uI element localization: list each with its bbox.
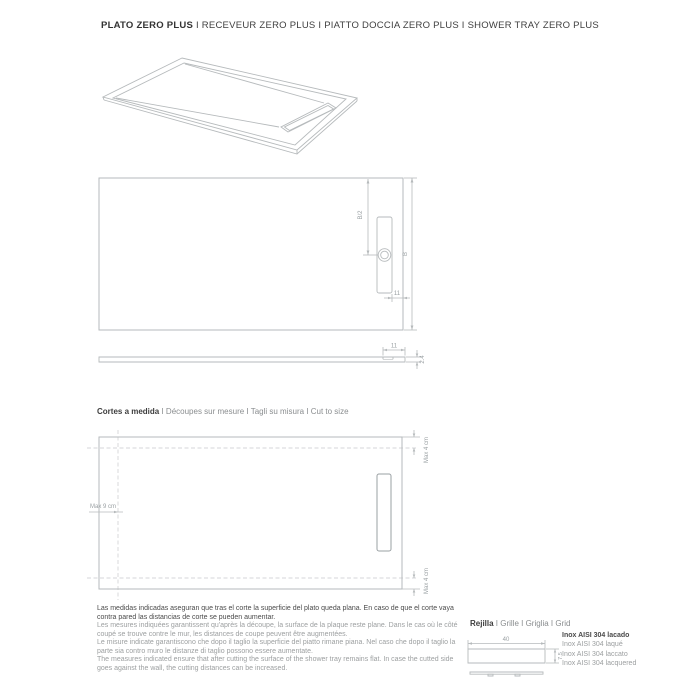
dim-b-label: B [403, 251, 409, 257]
note-es: Las medidas indicadas aseguran que tras el corte la superficie del plato queda plana. En caso de que el corte vaya contra pared las distancias de corte se pueden aumentar. [97, 605, 454, 621]
perspective-drawing [95, 52, 370, 157]
note-it: Le misure indicate garantiscono che dopo il taglio la superficie del piatto rimane piana. Nel caso che dopo il taglio la parte sia contro muro le distanze di taglio possono essere aumentate. [97, 639, 456, 655]
grid-section-heading [470, 619, 570, 628]
grid-heading-rest: I Grille I Griglia I Grid [493, 619, 571, 628]
dim-max-bottom [402, 568, 430, 596]
max-left-label: Max 9 cm [90, 504, 117, 510]
page-title [0, 20, 700, 31]
top-view-drawing [90, 170, 425, 338]
dim-max-top [402, 430, 430, 463]
material-es: Inox AISI 304 lacado [562, 632, 630, 639]
grille-materials [562, 631, 700, 668]
tray-side-profile [99, 357, 405, 362]
drain-cut-view [377, 474, 391, 551]
dim-grille-width-label: 40 [502, 637, 510, 643]
dim-thickness-label: 2.4 [420, 355, 426, 364]
dim-b [403, 178, 417, 330]
dim-thickness [406, 350, 426, 369]
dim-11-side-label: 11 [390, 343, 398, 350]
grille-drawing [460, 632, 570, 687]
dim-grille-width [468, 637, 545, 649]
tray-3d-outline [103, 58, 357, 154]
page-title-rest: I RECEVEUR ZERO PLUS I PIATTO DOCCIA ZERO PLUS I SHOWER TRAY ZERO PLUS [193, 20, 599, 31]
material-fr: Inox AISI 304 laqué [562, 641, 623, 649]
grille-side-view [470, 672, 543, 676]
cut-to-size-drawing [85, 428, 450, 606]
page-title-primary: PLATO ZERO PLUS [101, 20, 194, 31]
dim-grille-height-label: 7.5 [558, 652, 564, 660]
dim-11-side-view [383, 344, 405, 356]
tray-top-outline [99, 178, 403, 330]
grille-top-view [468, 649, 545, 663]
dim-11-top-label: 11 [393, 291, 401, 297]
note-fr: Les mesures indiquées garantissent qu'après la découpe, la surface de la plaque reste plane. Dans le cas où le côté coupé se trouve contre le mur, les distances de coupe peuvent être augmentées. [97, 622, 458, 638]
cut-limit-lines [87, 430, 418, 600]
max-bottom-label: Max 4 cm [424, 567, 430, 595]
max-top-label: Max 4 cm [424, 436, 430, 464]
grid-heading-primary: Rejilla [470, 619, 494, 628]
cut-notes [97, 605, 459, 673]
drain-top-view [377, 217, 392, 293]
dim-b-half [358, 179, 378, 255]
material-en: Inox AISI 304 lacquered [562, 659, 637, 667]
material-it: Inox AISI 304 laccato [562, 650, 628, 658]
dim-b-half-label: B/2 [358, 210, 364, 220]
cut-heading-rest: I Découpes sur mesure I Tagli su misura I Cut to size [159, 407, 349, 416]
drain-grille-3d [281, 103, 336, 132]
tray-cut-outline [99, 437, 402, 589]
cut-section-heading [97, 407, 349, 416]
cut-heading-primary: Cortes a medida [97, 407, 160, 416]
note-en: The measures indicated ensure that after cutting the surface of the shower tray remains flat. In case the cutted side goes against the wall, the cutting distances can be increased. [97, 656, 454, 672]
side-view-drawing [90, 338, 430, 390]
